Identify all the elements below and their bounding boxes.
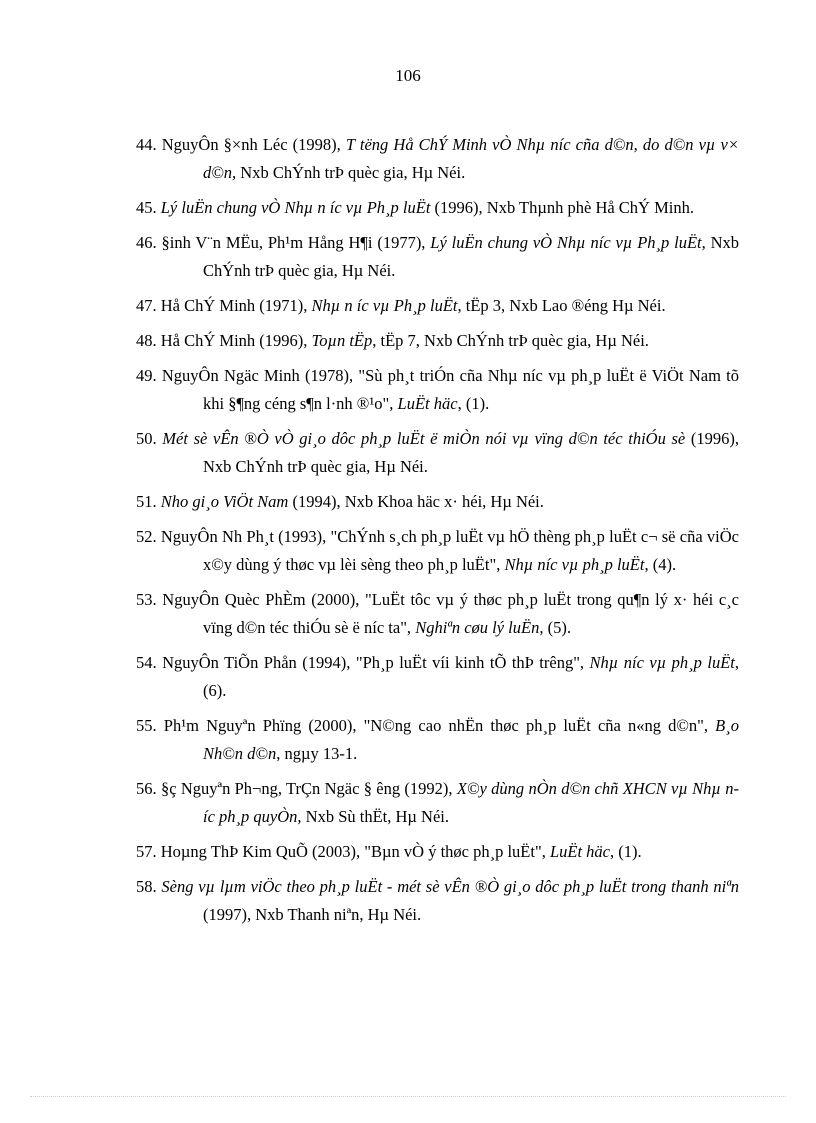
reference-item: 49. NguyÔn Ngäc Minh (1978), "Sù ph¸t triÓn cña Nhµ níc vµ ph¸p luËt ë ViÖt Nam tõ khi §¶ng céng s¶n l·nh ®¹o", LuËt häc, (1). xyxy=(136,366,739,413)
page-number: 106 xyxy=(395,66,421,85)
reference-item: 55. Ph¹m Nguyªn Phïng (2000), "N©ng cao nhËn thøc ph¸p luËt cña n«ng d©n", B¸o Nh©n d©n, ngµy 13-1. xyxy=(136,716,739,763)
reference-item: 54. NguyÔn TiÕn Phån (1994), "Ph¸p luËt víi kinh tÕ thÞ trêng", Nhµ níc vµ ph¸p luËt, (6). xyxy=(136,653,740,700)
reference-list xyxy=(136,131,739,936)
reference-item: 47. Hå ChÝ Minh (1971), Nhµ n íc vµ Ph¸p luËt, tËp 3, Nxb Lao ®éng Hµ Néi. xyxy=(136,296,666,315)
reference-item: 46. §inh V¨n MËu, Ph¹m Hång H¶i (1977), Lý luËn chung vÒ Nhµ níc vµ Ph¸p luËt, Nxb ChÝnh trÞ quèc gia, Hµ Néi. xyxy=(136,233,740,280)
reference-item: 48. Hå ChÝ Minh (1996), Toµn tËp, tËp 7, Nxb ChÝnh trÞ quèc gia, Hµ Néi. xyxy=(136,331,649,350)
reference-item: 50. Mét sè vÊn ®Ò vÒ gi¸o dôc ph¸p luËt ë miÒn nói vµ vïng d©n téc thiÓu sè (1996), Nxb ChÝnh trÞ quèc gia, Hµ Néi. xyxy=(136,429,739,476)
reference-item: 56. §ç Nguyªn Ph¬ng, TrÇn Ngäc § êng (1992), X©y dùng nÒn d©n chñ XHCN vµ Nhµ níc ph¸p quyÒn, Nxb Sù thËt, Hµ Néi. xyxy=(136,779,740,826)
page-footer-rule xyxy=(30,1096,786,1097)
reference-item: 57. Hoµng ThÞ Kim QuÕ (2003), "Bµn vÒ ý thøc ph¸p luËt", LuËt häc, (1). xyxy=(136,842,642,861)
reference-item: 58. Sèng vµ lµm viÖc theo ph¸p luËt - mét sè vÊn ®Ò gi¸o dôc ph¸p luËt trong thanh niªn (1997), Nxb Thanh niªn, Hµ Néi. xyxy=(136,877,739,924)
reference-item: 51. Nho gi¸o ViÖt Nam (1994), Nxb Khoa häc x· héi, Hµ Néi. xyxy=(136,492,544,511)
reference-item: 52. NguyÔn Nh Ph¸t (1993), "ChÝnh s¸ch ph¸p luËt vµ hÖ thèng ph¸p luËt c¬ së cña viÖc x©y dùng ý thøc vµ lèi sèng theo ph¸p luËt", Nhµ níc vµ ph¸p luËt, (4). xyxy=(136,527,740,574)
reference-item: 53. NguyÔn Quèc PhÈm (2000), "LuËt tôc vµ ý thøc ph¸p luËt trong qu¶n lý x· héi c¸c vïng d©n téc thiÓu sè ë níc ta", Nghiªn cøu lý luËn, (5). xyxy=(136,590,740,637)
reference-item: 44. NguyÔn §×nh Léc (1998), T tëng Hå ChÝ Minh vÒ Nhµ níc cña d©n, do d©n vµ v× d©n, Nxb ChÝnh trÞ quèc gia, Hµ Néi. xyxy=(136,135,739,182)
reference-item: 45. Lý luËn chung vÒ Nhµ n íc vµ Ph¸p luËt (1996), Nxb Thµnh phè Hå ChÝ Minh. xyxy=(136,198,694,217)
